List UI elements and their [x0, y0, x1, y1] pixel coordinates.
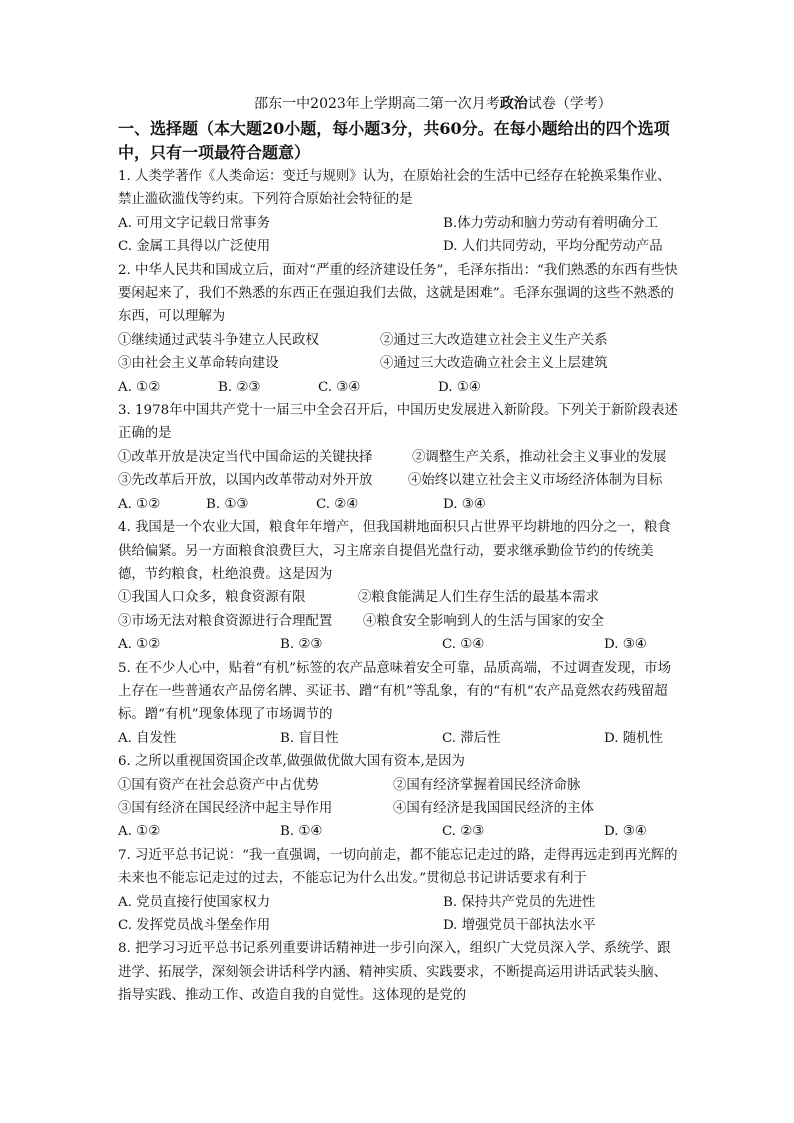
- question-5-answer-d: D. 随机性: [604, 730, 663, 746]
- question-2-answer-d: D. ①④: [438, 379, 481, 395]
- question-2-stem: 2. 中华人民共和国成立后，面对“严重的经济建设任务”，毛泽东指出：“我们熟悉的东西有些快要闲起来了，我们不熟悉的东西正在强迫我们去做，这就是困难”。毛泽东强调的这些不熟悉的东西，可以理解为: [118, 262, 678, 325]
- question-7-options-row-1: [118, 891, 678, 914]
- question-3-item-1: ①改革开放是决定当代中国命运的关键抉择: [118, 449, 373, 465]
- question-6-answer-d: D. ③④: [604, 824, 647, 840]
- question-1-option-b: B.体力劳动和脑力劳动有着明确分工: [443, 215, 658, 231]
- question-6-item-3: ③国有经济在国民经济中起主导作用: [118, 800, 333, 816]
- question-4-answer-a: A. ①②: [118, 637, 161, 653]
- question-4-answer-d: D. ③④: [604, 637, 647, 653]
- question-2-item-1: ①继续通过武装斗争建立人民政权: [118, 332, 319, 348]
- question-2-item-3: ③由社会主义革命转向建设: [118, 356, 279, 372]
- question-7-stem: 7. 习近平总书记说：“我一直强调，一切向前走，都不能忘记走过的路，走得再远走到再光辉的未来也不能忘记走过的过去，不能忘记为什么出发。”贯彻总书记讲话要求有利于: [118, 847, 678, 887]
- question-4-item-2: ②粮食能满足人们生存生活的最基本需求: [358, 590, 600, 606]
- question-5-answers: [118, 727, 678, 750]
- question-2-item-4: ④通过三大改造确立社会主义上层建筑: [380, 356, 608, 372]
- question-3-item-2: ②调整生产关系，推动社会主义事业的发展: [412, 449, 667, 465]
- question-3-items-row-1: [118, 446, 678, 469]
- section-heading: 一、选择题（本大题20小题，每小题3分，共60分。在每小题给出的四个选项中，只有一项最符合题意）: [118, 119, 670, 162]
- question-8-stem: 8. 把学习习近平总书记系列重要讲话精神进一步引向深入，组织广大党员深入学、系统学、跟进学、拓展学，深刻领会讲话科学内涵、精神实质、实践要求，不断提高运用讲话武装头脑、指导实践、推动工作、改造自我的自觉性。这体现的是党的: [118, 941, 671, 1004]
- question-6-item-2: ②国有经济掌握着国民经济命脉: [393, 777, 581, 793]
- question-4-answer-c: C. ①④: [442, 637, 485, 653]
- question-4-items-row-2: [118, 610, 678, 633]
- question-2-answer-b: B. ②③: [218, 379, 261, 395]
- question-2-items-row-2: [118, 352, 678, 375]
- question-7-option-d: D. 增强党员干部执法水平: [443, 918, 596, 933]
- question-3-answer-b: B. ①③: [206, 496, 249, 512]
- question-6-answer-b: B. ①④: [280, 824, 323, 840]
- question-1-options-row-2: [118, 235, 678, 258]
- question-2-answer-a: A. ①②: [118, 379, 161, 395]
- question-1-options-row-1: [118, 212, 678, 235]
- question-5-answer-a: A. 自发性: [118, 730, 177, 746]
- question-4-item-1: ①我国人口众多，粮食资源有限: [118, 590, 306, 606]
- question-3-item-4: ④始终以建立社会主义市场经济体制为目标: [408, 473, 663, 489]
- question-6-item-1: ①国有资产在社会总资产中占优势: [118, 777, 319, 793]
- question-4-item-4: ④粮食安全影响到人的生活与国家的安全: [363, 613, 605, 629]
- question-6-stem: 6. 之所以重视国资国企改革,做强做优做大国有资本,是因为: [118, 754, 465, 770]
- question-6-answer-a: A. ①②: [118, 824, 161, 840]
- question-5-answer-b: B. 盲目性: [280, 730, 339, 746]
- question-3-stem: 3. 1978年中国共产党十一届三中全会召开后，中国历史发展进入新阶段。下列关于新阶段表述正确的是: [118, 403, 678, 442]
- question-2-answers: [118, 376, 678, 399]
- question-7-options-row-2: [118, 914, 678, 937]
- question-7-option-c: C. 发挥党员战斗堡垒作用: [118, 918, 271, 933]
- question-6-items-row-2: [118, 797, 678, 820]
- question-5-stem: 5. 在不少人心中，贴着“有机”标签的农产品意味着安全可靠，品质高端，不过调查发现，市场上存在一些普通农产品傍名牌、买证书、蹭“有机”等乱象，有的“有机”农产品竟然农药残留超标。蹭“有机”现象体现了市场调节的: [118, 660, 671, 723]
- question-3-answer-c: C. ②④: [316, 496, 359, 512]
- question-6-items-row-1: [118, 774, 678, 797]
- question-6-answer-c: C. ②③: [442, 824, 485, 840]
- title-subject: 政治: [499, 96, 528, 112]
- page-title: 邵东一中2023年上学期高二第一次月考政治试卷（学考）: [254, 96, 612, 112]
- question-1-option-d: D. 人们共同劳动，平均分配劳动产品: [443, 239, 663, 255]
- question-4-answer-b: B. ②③: [280, 637, 323, 653]
- question-4-answers: [118, 633, 678, 656]
- question-5-answer-c: C. 滞后性: [442, 730, 501, 746]
- question-7-option-a: A. 党员直接行使国家权力: [118, 894, 271, 910]
- question-6-answers: [118, 820, 678, 843]
- question-1-stem: 1. 人类学著作《人类命运：变迁与规则》认为，在原始社会的生活中已经存在轮换采集作业、禁止滥砍滥伐等约束。下列符合原始社会特征的是: [118, 169, 671, 208]
- question-4-stem: 4. 我国是一个农业大国，粮食年年增产，但我国耕地面积只占世界平均耕地的四分之一，粮食供给偏紧。另一方面粮食浪费巨大，习主席亲自提倡光盘行动，要求继承勤俭节约的传统美德，节约粮食，杜绝浪费。这是因为: [118, 520, 671, 582]
- question-6-item-4: ④国有经济是我国国民经济的主体: [393, 800, 594, 816]
- exam-content: [118, 95, 678, 1008]
- question-3-item-3: ③先改革后开放，以国内改革带动对外开放: [118, 473, 373, 489]
- question-1-option-c: C. 金属工具得以广泛使用: [118, 239, 271, 255]
- question-3-answer-a: A. ①②: [118, 496, 161, 512]
- question-3-answers: [118, 493, 678, 516]
- question-3-items-row-2: [118, 469, 678, 492]
- question-7-option-b: B. 保持共产党员的先进性: [443, 894, 596, 910]
- question-4-items-row-1: [118, 586, 678, 609]
- question-2-answer-c: C. ③④: [318, 379, 361, 395]
- question-2-item-2: ②通过三大改造建立社会主义生产关系: [380, 332, 608, 348]
- question-3-answer-d: D. ③④: [443, 496, 486, 512]
- question-1-option-a: A. 可用文字记载日常事务: [118, 215, 271, 231]
- question-2-items-row-1: [118, 329, 678, 352]
- question-4-item-3: ③市场无法对粮食资源进行合理配置: [118, 613, 333, 629]
